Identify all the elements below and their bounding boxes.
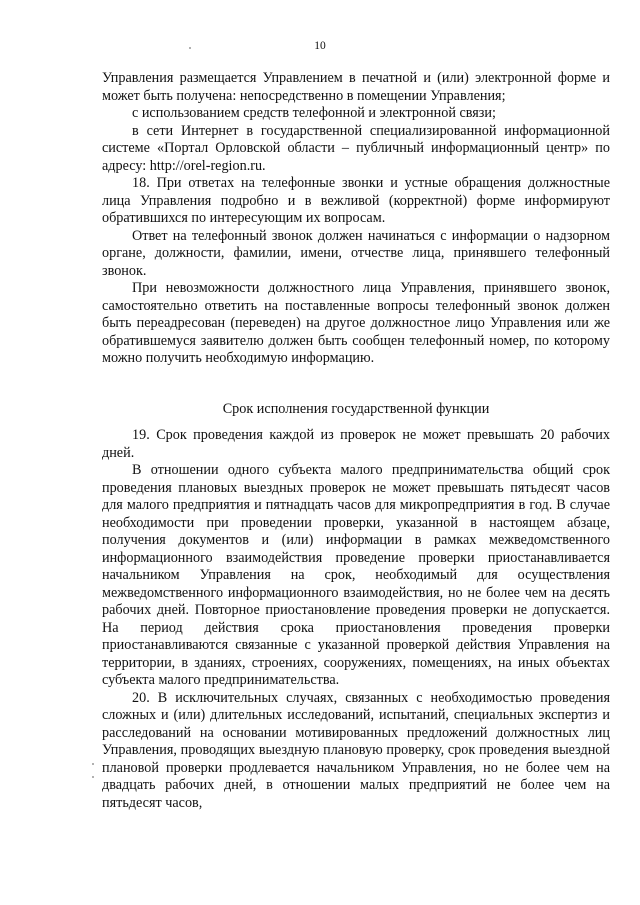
paragraph: с использованием средств телефонной и электронной связи; <box>132 105 496 121</box>
section-heading: Срок исполнения государственной функции <box>222 400 490 417</box>
paragraph: Управления размещается Управлением в печатной и (или) электронной форме и может быть получена: непосредственно в помещении Управления; <box>102 70 610 104</box>
paragraph: 20. В исключительных случаях, связанных с необходимостью проведения сложных и (или) длительных исследований, испытаний, специальных экспертиз и расследований на основании мотивированных предложений должностных лиц Управления, проводящих выездную плановую проверку, срок проведения выездной плановой проверки продлевается начальником Управления, но не более чем на двадцать рабочих дней, в отношении малых предприятий не более чем на пятьдесят часов, <box>102 689 610 811</box>
scan-speck <box>92 763 94 765</box>
paragraph: 19. Срок проведения каждой из проверок не может превышать 20 рабочих дней. <box>102 427 610 461</box>
page-number: 10 <box>314 40 326 52</box>
paragraph: Ответ на телефонный звонок должен начинаться с информации о надзорном органе, должности, фамилии, имени, отчестве лица, принявшего телефонный звонок. <box>102 227 610 279</box>
paragraph: В отношении одного субъекта малого предпринимательства общий срок проведения плановых выездных проверок не может превышать пятьдесят часов для малого предприятия и пятнадцать часов для микропредприятия в год. В случае необходимости при проведении проверки, указанной в настоящем абзаце, получения документов и (или) информации в рамках межведомственного информационного взаимодействия проведение проверки приостанавливается начальником Управления на срок, необходимый для осуществления межведомственного информационного взаимодействия, но не более чем на десять рабочих дней. Повторное приостановление проведения проверки не допускается. На период действия срока приостановления проведения проверки приостанавливаются связанные с указанной проверкой действия Управления на территории, в зданиях, строениях, сооружениях, помещениях, на иных объектах субъекта малого предпринимательства. <box>102 462 610 688</box>
paragraph: в сети Интернет в государственной специализированной информационной системе «Портал Орловской области – публичный информационный центр» по адресу: http://orel-region.ru. <box>102 122 610 174</box>
scan-speck <box>92 776 94 778</box>
document-body <box>102 70 610 812</box>
paragraph: 18. При ответах на телефонные звонки и устные обращения должностные лица Управления подробно и в вежливой (корректной) форме информируют обратившихся по интересующим их вопросам. <box>102 175 610 226</box>
paragraph: При невозможности должностного лица Управления, принявшего звонок, самостоятельно ответить на поставленные вопросы телефонный звонок должен быть переадресован (переведен) на другое должностное лицо Управления или же обратившемуся заявителю должен быть сообщен телефонный номер, по которому можно получить необходимую информацию. <box>102 280 610 366</box>
